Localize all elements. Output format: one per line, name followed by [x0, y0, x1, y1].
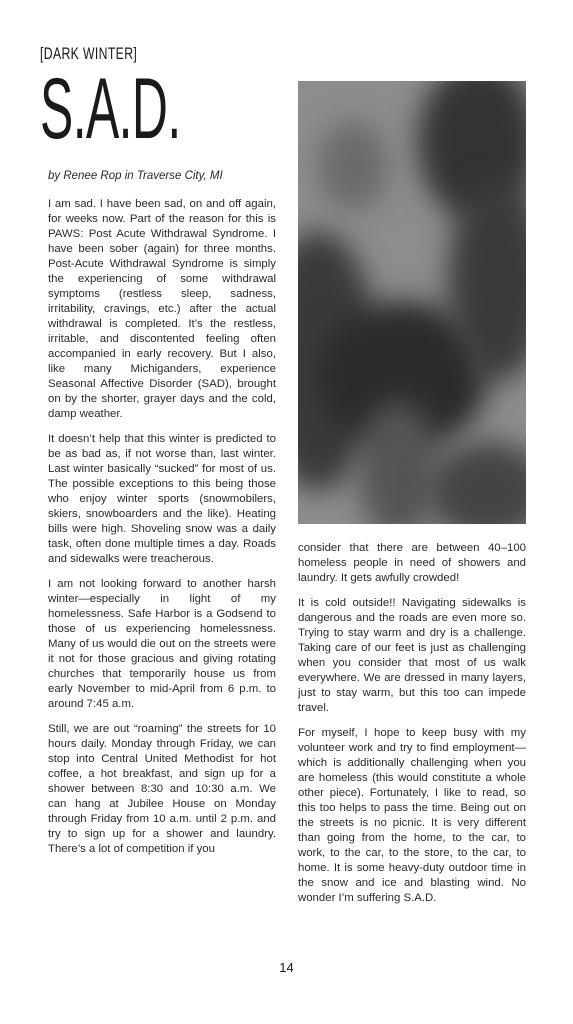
article-title: S.A.D. — [40, 61, 181, 157]
paragraph: Still, we are out “roaming” the streets for 10 hours daily. Monday through Friday, we can stop into Central United Methodist for hot coffee, a hot breakfast, and sign up for a shower between 8:30 and 10:30 a.m. We can hang at Jubilee House on Monday through Friday from 10 a.m. until 2 p.m. and try to sign up for a shower and laundry. There’s a lot of competition if you — [48, 723, 276, 855]
left-column — [48, 197, 276, 867]
paragraph: For myself, I hope to keep busy with my volunteer work and try to find employment—which is additionally challenging when you are homeless (this would constitute a whole other piece). Fortunately, I like to read, so this too helps to pass the time. Being out on the streets is no picnic. It is very different than going from the home, to the car, to work, to the car, to the store, to the car, to home. It is some heavy-duty outdoor time in the snow and ice and blasting wind. No wonder I’m suffering S.A.D. — [298, 727, 526, 904]
right-column — [298, 541, 526, 916]
article-photo — [298, 81, 526, 524]
paragraph: I am sad. I have been sad, on and off again, for weeks now. Part of the reason for this is PAWS: Post Acute Withdrawal Syndrome. I have been sober (again) for three months. Post-Acute Withdrawal Syndrome is simply the experiencing of some withdrawal symptoms (restless sleep, sadness, irritability, cravings, etc.) after the actual withdrawal is completed. It’s the restless, irritable, and discontented feeling often accompanied in early recovery. But I also, like many Michiganders, experience Seasonal Affective Disorder (SAD), brought on by the shorter, grayer days and the cold, damp weather. — [48, 198, 276, 420]
kicker: [DARK WINTER] — [40, 44, 138, 63]
paragraph: I am not looking forward to another harsh winter—especially in light of my homelessness. Safe Harbor is a Godsend to those of us experiencing homelessness. Many of us would die out on the streets were it not for those gracious and giving rotating churches that temporarily house us from early November to mid-April from 6 p.m. to around 7:45 a.m. — [48, 578, 276, 710]
paragraph: consider that there are between 40–100 homeless people in need of showers and laundry. It gets awfully crowded! — [298, 542, 526, 584]
paragraph: It doesn’t help that this winter is predicted to be as bad as, if not worse than, last winter. Last winter basically “sucked” for most of us. The possible exceptions to this being those who enjoy winter sports (snowmobilers, skiers, snowboarders and the like). Heating bills were high. Shoveling snow was a daily task, often done multiple times a day. Roads and sidewalks were treacherous. — [48, 433, 276, 565]
byline: by Renee Rop in Traverse City, MI — [48, 170, 223, 182]
paragraph: It is cold outside!! Navigating sidewalks is dangerous and the roads are even more so. Trying to stay warm and dry is a challenge. Taking care of our feet is just as challenging when you consider that most of us walk everywhere. We are dressed in many layers, just to stay warm, but this too can impede travel. — [298, 597, 526, 714]
page-number: 14 — [279, 960, 294, 975]
